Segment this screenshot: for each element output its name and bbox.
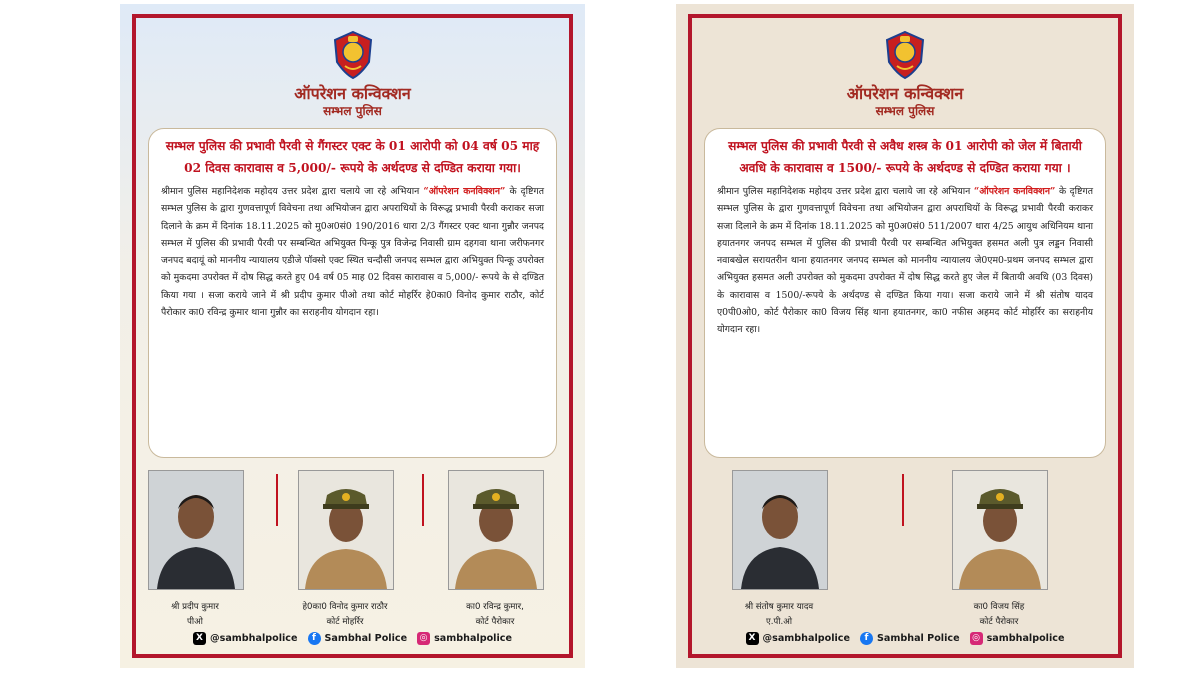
facebook-handle[interactable]	[860, 632, 960, 645]
up-police-emblem-icon	[883, 30, 927, 80]
officer-role: कोर्ट पैरोकार	[475, 617, 515, 627]
officer-name: श्री संतोष कुमार यादव	[744, 602, 814, 612]
instagram-icon: ◎	[417, 632, 430, 645]
x-handle[interactable]	[746, 632, 850, 645]
instagram-handle[interactable]	[417, 632, 512, 645]
facebook-handle-text: Sambhal Police	[324, 632, 408, 644]
divider	[902, 474, 904, 526]
poster-left	[120, 4, 585, 668]
instagram-icon: ◎	[970, 632, 983, 645]
officer-name: का0 रविन्द्र कुमार,	[466, 602, 524, 612]
officer-role: पीओ	[187, 617, 203, 627]
officer-role: कोर्ट मोहर्रिर	[326, 617, 364, 627]
news-body	[161, 183, 544, 321]
x-handle-text: @sambhalpolice	[762, 632, 850, 644]
officer-name: श्री प्रदीप कुमार	[171, 602, 219, 612]
instagram-handle-text: sambhalpolice	[434, 632, 512, 644]
officer-role: ए.पी.ओ	[765, 617, 793, 627]
news-card	[148, 128, 557, 458]
instagram-handle[interactable]	[970, 632, 1065, 645]
body-part-a: श्रीमान पुलिस महानिदेशक महोदय उत्तर प्रदेश द्वारा चलाये जा रहे अभियान	[717, 186, 974, 197]
x-icon: X	[193, 632, 206, 645]
officer-photo-2	[298, 470, 394, 590]
news-headline: सम्भल पुलिस की प्रभावी पैरवी से गैंगस्टर एक्ट के 01 आरोपी को 04 वर्ष 05 माह 02 दिवस कारावास व 5,000/- रूपये के अर्थदण्ड से दण्डित कराया गया।	[165, 139, 540, 175]
facebook-handle-text: Sambhal Police	[877, 632, 960, 644]
officer-photo-1	[732, 470, 828, 590]
instagram-handle-text: sambhalpolice	[986, 632, 1065, 644]
officer-name: का0 विजय सिंह	[973, 602, 1025, 612]
social-footer	[120, 626, 585, 650]
operation-subtitle: सम्भल पुलिस	[875, 104, 935, 118]
x-handle[interactable]	[193, 632, 297, 645]
news-card	[704, 128, 1106, 458]
operation-title: ऑपरेशन कन्विक्शन	[846, 84, 964, 103]
news-headline: सम्भल पुलिस की प्रभावी पैरवी से अवैध शस्त्र के 01 आरोपी को जेल में बितायी अवधि के कारावास व 1500/- रूपये के अर्थदण्ड से दण्डित कराया गया ।	[728, 139, 1082, 175]
operation-name-highlight: “ऑपरेशन कनविक्शन”	[423, 186, 506, 197]
news-body	[717, 183, 1093, 339]
facebook-icon: f	[308, 632, 321, 645]
operation-subtitle: सम्भल पुलिस	[323, 104, 382, 118]
body-part-b: के दृष्टिगत सम्भल पुलिस के द्वारा गुणवत्तापूर्ण विवेचना तथा अभियोजन द्वारा अपराधियों के विरूद्ध प्रभावी पैरवी कराकर सजा दिलाने के क्रम में दिनांक 18.11.2025 को मु0अ0सं0 190/2016 धारा 2/3 गैंगस्टर एक्ट थाना गुन्नौर जनपद सम्भल में पुलिस की प्रभावी पैरवी पर सम्बन्धित अभियुक्त पिन्कू पुत्र विजेन्द्र निवासी ग्राम दहगवा थाना जरीफनगर जनपद बदायूं को माननीय न्यायालय एडीजे पॉक्सो एक्ट स्थित चन्दौसी जनपद सम्भल द्वारा अभियुक्त पिन्कू उपरोक्त को मुकदमा उपरोक्त में दोष सिद्ध करते हुए 04 वर्ष 05 माह 02 दिवस कारावास व 5,000/- रूपये के से दण्डित किया गया । सजा कराये जाने में श्री प्रदीप कुमार पीओ तथा कोर्ट मोहर्रिर हे0का0 विनोद कुमार राठौर, कोर्ट पैरोकार का0 रविन्द्र कुमार थाना गुन्नौर का सराहनीय योगदान रहा।	[161, 186, 544, 319]
operation-title: ऑपरेशन कन्विक्शन	[294, 84, 411, 103]
divider	[422, 474, 424, 526]
officer-role: कोर्ट पैरोकार	[979, 617, 1019, 627]
body-part-a: श्रीमान पुलिस महानिदेशक महोदय उत्तर प्रदेश द्वारा चलाये जा रहे अभियान	[161, 186, 424, 197]
officer-photo-3	[448, 470, 544, 590]
operation-name-highlight: “ऑपरेशन कनविक्शन”	[973, 186, 1056, 197]
social-footer	[676, 626, 1134, 650]
poster-right	[676, 4, 1134, 668]
divider	[276, 474, 278, 526]
officer-name: हे0का0 विनोद कुमार राठौर	[302, 602, 388, 612]
facebook-handle[interactable]	[308, 632, 408, 645]
body-part-b: के दृष्टिगत सम्भल पुलिस के द्वारा गुणवत्तापूर्ण विवेचना तथा अभियोजन द्वारा अपराधियों के विरूद्ध प्रभावी पैरवी कराकर सजा दिलाने के क्रम में दिनांक 18.11.2025 को मु0अ0सं0 511/2007 धारा 4/25 आयुध अधिनियम थाना हयातनगर जनपद सम्भल में पुलिस की प्रभावी पैरवी पर सम्बन्धित अभियुक्त हसमत अली पुत्र लड्डन निवासी नवाबखेल सरायतरीन थाना हयातनगर जनपद सम्भल को माननीय न्यायालय जे0एम0-प्रथम जनपद सम्भल द्वारा अभियुक्त हसमत अली उपरोक्त को मुकदमा उपरोक्त में दोष सिद्ध करते हुए जेल में बितायी अवधि (03 दिवस) के कारावास व 1500/-रूपये के अर्थदण्ड से दण्डित किया गया। सजा कराये जाने में श्री संतोष यादव ए0पी0ओ0, कोर्ट पैरोकार का0 विजय सिंह थाना हयातनगर, का0 नफीस अहमद कोर्ट मोहर्रिर का सराहनीय योगदान रहा।	[717, 186, 1093, 336]
up-police-emblem-icon	[331, 30, 375, 80]
officer-photo-2	[952, 470, 1048, 590]
facebook-icon: f	[860, 632, 873, 645]
x-handle-text: @sambhalpolice	[210, 632, 298, 644]
x-icon: X	[746, 632, 759, 645]
officer-photo-1	[148, 470, 244, 590]
